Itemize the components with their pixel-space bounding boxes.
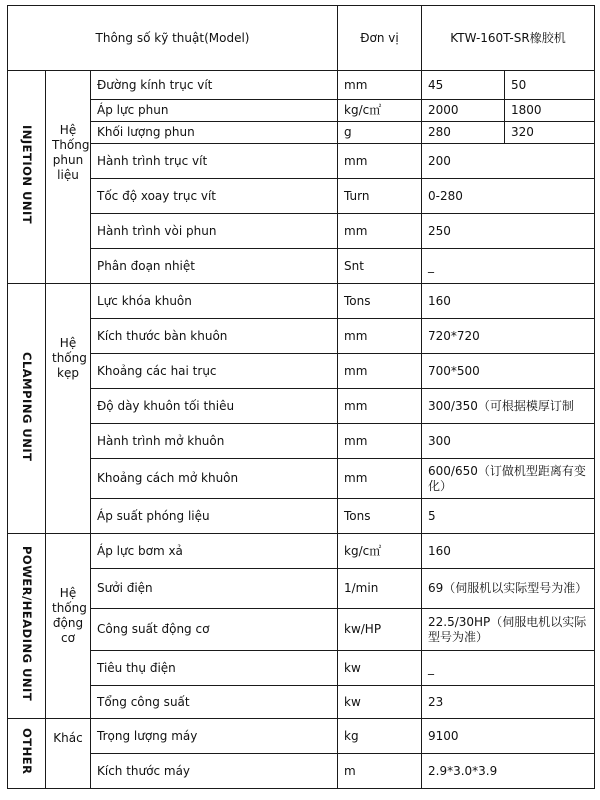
param-unit: kg [338, 719, 422, 754]
param-value: 160 [422, 534, 595, 569]
param-name: Kích thước bàn khuôn [91, 319, 338, 354]
param-value: 300 [422, 424, 595, 459]
header-model-label: Thông số kỹ thuật(Model) [8, 6, 338, 71]
param-name: Lực khóa khuôn [91, 284, 338, 319]
param-unit: mm [338, 319, 422, 354]
param-value-b: 50 [505, 71, 595, 100]
table-row [8, 389, 595, 424]
param-unit: kw [338, 651, 422, 686]
param-unit: Snt [338, 249, 422, 284]
table-row [8, 354, 595, 389]
param-name: Tổng công suất [91, 686, 338, 719]
param-unit: mm [338, 354, 422, 389]
table-row [8, 249, 595, 284]
param-value-b: 1800 [505, 100, 595, 122]
param-unit: Tons [338, 499, 422, 534]
param-unit: mm [338, 424, 422, 459]
param-name: Áp lực phun [91, 100, 338, 122]
param-unit: mm [338, 71, 422, 100]
param-value: 200 [422, 144, 595, 179]
param-value-a: 2000 [422, 100, 505, 122]
param-name: Hành trình trục vít [91, 144, 338, 179]
param-value: 22.5/30HP（伺服电机以实际型号为准） [422, 609, 595, 651]
param-unit: kw [338, 686, 422, 719]
table-row [8, 100, 595, 122]
param-name: Sưởi điện [91, 569, 338, 609]
param-value: 23 [422, 686, 595, 719]
param-unit: kg/c㎡ [338, 534, 422, 569]
table-row [8, 754, 595, 789]
section-label-injection: INJETION UNIT [8, 71, 46, 284]
param-value: _ [422, 249, 595, 284]
table-row [8, 609, 595, 651]
param-value: 5 [422, 499, 595, 534]
header-unit-label: Đơn vị [338, 6, 422, 71]
param-unit: 1/min [338, 569, 422, 609]
system-label-clamping: Hệ thống kẹp [46, 284, 91, 534]
table-row [8, 459, 595, 499]
param-name: Phân đoạn nhiệt [91, 249, 338, 284]
param-value: 600/650（订做机型距离有变化） [422, 459, 595, 499]
param-unit: g [338, 122, 422, 144]
param-name: Áp suất phóng liệu [91, 499, 338, 534]
param-name: Tiêu thụ điện [91, 651, 338, 686]
system-label-power: Hệ thống động cơ [46, 534, 91, 719]
param-value: 9100 [422, 719, 595, 754]
section-label-clamping: CLAMPING UNIT [8, 284, 46, 534]
param-value: 300/350（可根据模厚订制 [422, 389, 595, 424]
param-value-a: 45 [422, 71, 505, 100]
param-value: 0-280 [422, 179, 595, 214]
param-unit: mm [338, 459, 422, 499]
table-row [8, 284, 595, 319]
header-model-name: KTW-160T-SR橡胶机 [422, 6, 595, 71]
system-label-other: Khác [46, 719, 91, 789]
section-label-other: OTHER [8, 719, 46, 789]
table-row [8, 534, 595, 569]
param-value: 69（伺服机以实际型号为准） [422, 569, 595, 609]
param-name: Công suất động cơ [91, 609, 338, 651]
param-value: 700*500 [422, 354, 595, 389]
param-name: Độ dày khuôn tối thiêu [91, 389, 338, 424]
param-unit: mm [338, 389, 422, 424]
table-row [8, 686, 595, 719]
table-row [8, 122, 595, 144]
table-row [8, 651, 595, 686]
table-row [8, 719, 595, 754]
table-row [8, 179, 595, 214]
param-value: 720*720 [422, 319, 595, 354]
param-name: Hành trình vòi phun [91, 214, 338, 249]
param-name: Khối lượng phun [91, 122, 338, 144]
param-unit: mm [338, 144, 422, 179]
param-unit: kg/c㎡ [338, 100, 422, 122]
table-row [8, 499, 595, 534]
param-name: Hành trình mở khuôn [91, 424, 338, 459]
param-name: Tốc độ xoay trục vít [91, 179, 338, 214]
param-name: Áp lực bơm xả [91, 534, 338, 569]
system-label-injection: Hệ Thống phun liệu [46, 71, 91, 284]
param-unit: Tons [338, 284, 422, 319]
param-name: Khoảng cách mở khuôn [91, 459, 338, 499]
param-value-b: 320 [505, 122, 595, 144]
header-row [8, 6, 595, 71]
param-value: 250 [422, 214, 595, 249]
spec-table [7, 5, 595, 789]
param-name: Đường kính trục vít [91, 71, 338, 100]
param-value: 2.9*3.0*3.9 [422, 754, 595, 789]
param-unit: m [338, 754, 422, 789]
param-unit: mm [338, 214, 422, 249]
table-row [8, 424, 595, 459]
table-row [8, 71, 595, 100]
param-name: Khoảng các hai trục [91, 354, 338, 389]
param-unit: Turn [338, 179, 422, 214]
param-name: Trọng lượng máy [91, 719, 338, 754]
table-row [8, 144, 595, 179]
param-value-a: 280 [422, 122, 505, 144]
table-row [8, 214, 595, 249]
param-unit: kw/HP [338, 609, 422, 651]
table-row [8, 319, 595, 354]
section-label-power: POWER/HEADING UNIT [8, 534, 46, 719]
param-value: _ [422, 651, 595, 686]
param-name: Kích thước máy [91, 754, 338, 789]
table-row [8, 569, 595, 609]
param-value: 160 [422, 284, 595, 319]
